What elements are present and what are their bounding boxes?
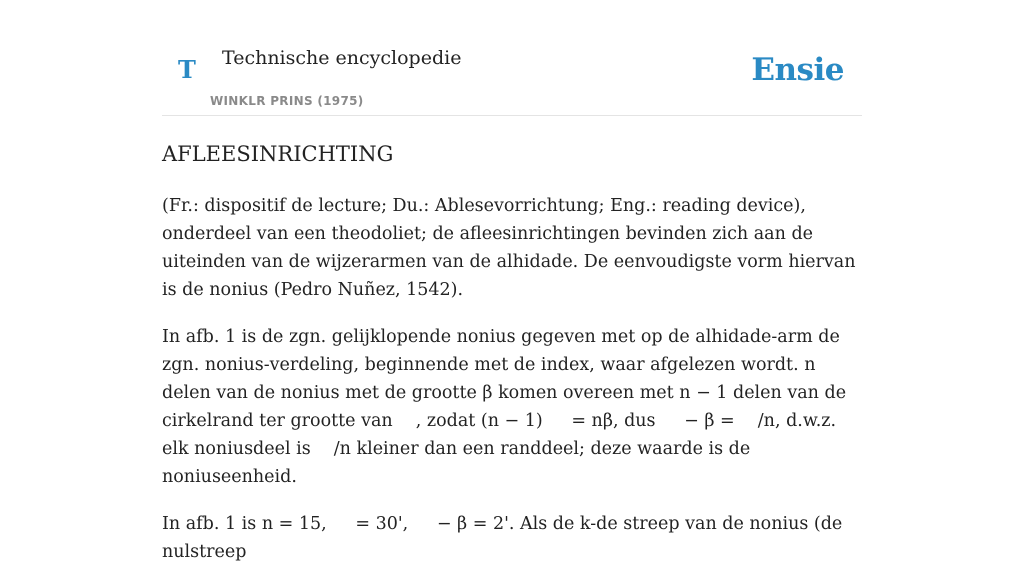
ensie-brand-logo[interactable]: Ensie [751, 52, 844, 88]
paragraph-definition: (Fr.: dispositif de lecture; Du.: Ablesevorrichtung; Eng.: reading device), onderdeel van een theodoliet; de afleesinrichtingen bevinden zich aan de uiteinden van de wijzerarmen van de alhidade. De eenvoudigste vorm hiervan is de nonius (Pedro Nuñez, 1542). [162, 196, 856, 300]
encyclopedia-logo-icon[interactable]: T [178, 55, 196, 84]
entry-content [162, 192, 862, 585]
encyclopedia-title-link[interactable]: Technische encyclopedie [222, 47, 462, 69]
site-header [162, 0, 862, 116]
paragraph-nonius-description: In afb. 1 is de zgn. gelijklopende nonius gegeven met op de alhidade-arm de zgn. nonius-verdeling, beginnende met de index, waar afgelezen wordt. n delen van de nonius met de grootte β komen overeen met n − 1 delen van de cirkelrand ter grootte van , zodat (n − 1) = nβ, dus − β = /n, d.w.z. elk noniusdeel is /n kleiner dan een randdeel; deze waarde is de noniuseenheid. [162, 327, 847, 487]
source-label: WINKLR PRINS (1975) [210, 94, 364, 108]
entry-title: AFLEESINRICHTING [162, 142, 394, 166]
paragraph-example: In afb. 1 is n = 15, = 30', − β = 2'. Als de k-de streep van de nonius (de nulstreep [162, 514, 843, 562]
page [162, 0, 862, 562]
